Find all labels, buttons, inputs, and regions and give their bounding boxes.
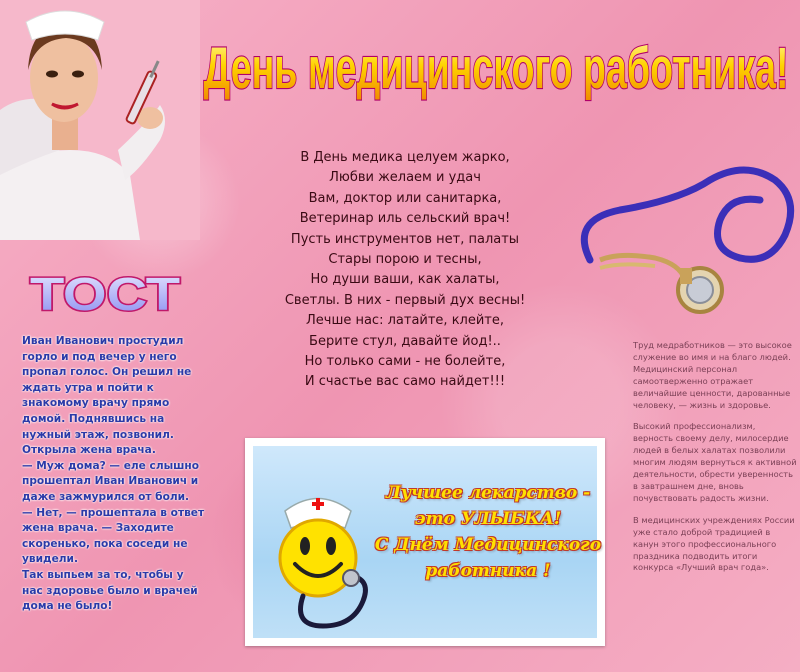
poem-line: Ветеринар иль сельский врач! — [299, 211, 511, 227]
card-line: это УЛЫБКА! — [414, 509, 562, 529]
toast-line: Открыла жена врача. — [22, 444, 156, 457]
title-text: День медицинского работника! — [203, 36, 789, 101]
card-greeting — [373, 480, 603, 584]
poem-line: Светлы. В них - первый дух весны! — [284, 292, 526, 308]
stethoscope-icon — [560, 140, 800, 320]
toast-line: дома не было! — [22, 600, 113, 613]
poem-line: Но только сами - не болейте, — [304, 354, 506, 370]
poem-line: В День медика целуем жарко, — [300, 150, 510, 165]
side-paragraph: Труд медработников — это высокое служение во имя и на благо людей. Медицинский персонал самоотверженно отражает величайшие ценности, дарованные человеку, — жизнь и здоровье. — [633, 340, 792, 410]
toast-line: нужный этаж, позвонил. — [22, 428, 174, 441]
toast-line: горло и под вечер у него — [22, 350, 177, 363]
toast-line: пропал голос. Он решил не — [22, 366, 192, 379]
toast-heading-text: ТОСТ — [30, 268, 180, 320]
nurse-illustration — [0, 0, 200, 240]
toast-line: Иван Иванович простудил — [22, 335, 184, 347]
side-paragraph: В медицинских учреждениях России уже стало доброй традицией в канун этого профессионального праздника подводить итоги конкурса «Лучший врач года». — [633, 514, 795, 573]
toast-line: прошептал Иван Иванович и — [22, 475, 199, 488]
toast-line: даже зажмурился от боли. — [22, 490, 190, 503]
poem-line: Стары порою и тесны, — [328, 252, 482, 268]
toast-line: знакомому врачу прямо — [22, 397, 170, 410]
poem — [255, 148, 555, 393]
page-title — [196, 20, 796, 110]
smiley-nurse-icon — [263, 466, 373, 636]
poem-line: Берите стул, давайте йод!.. — [309, 333, 501, 349]
toast-line: домой. Поднявшись на — [22, 412, 165, 425]
toast-line: нас здоровье было и врачей — [22, 584, 198, 597]
poem-line: Но души ваши, как халаты, — [310, 272, 500, 288]
toast-line: жена врача. — Заходите — [22, 522, 174, 535]
toast-line: скоренько, пока соседи не — [22, 537, 188, 550]
side-paragraph: Высокий профессионализм, верность своему делу, милосердие людей в белых халатах позволили многим людям вернуться к активной деятельности, обрести уверенность в завтрашнем дне, вновь почувствовать радость жизни. — [633, 421, 797, 503]
greeting-card-panel — [253, 446, 602, 638]
card-line: Лучшее лекарство - — [385, 483, 591, 503]
toast-heading — [20, 262, 200, 322]
poem-line: Любви желаем и удач — [329, 170, 481, 186]
poem-line: И счастье вас само найдет!!! — [304, 374, 506, 390]
toast-line: — Нет, — прошептала в ответ — [22, 506, 205, 519]
card-line: работника ! — [425, 561, 551, 581]
toast-line: ждать утра и пойти к — [22, 381, 154, 394]
poem-line: Вам, доктор или санитарка, — [308, 190, 502, 206]
greeting-card — [245, 438, 605, 646]
toast-line: Так выпьем за то, чтобы у — [22, 568, 184, 581]
poem-line: Лечше нас: латайте, клейте, — [305, 313, 504, 329]
side-article — [633, 340, 798, 584]
toast-story — [22, 334, 232, 615]
card-line: С Днём Медицинского — [374, 535, 602, 555]
poem-line: Пусть инструментов нет, палаты — [290, 231, 520, 247]
toast-line: — Муж дома? — еле слышно — [22, 459, 200, 472]
toast-line: увидели. — [22, 553, 78, 566]
